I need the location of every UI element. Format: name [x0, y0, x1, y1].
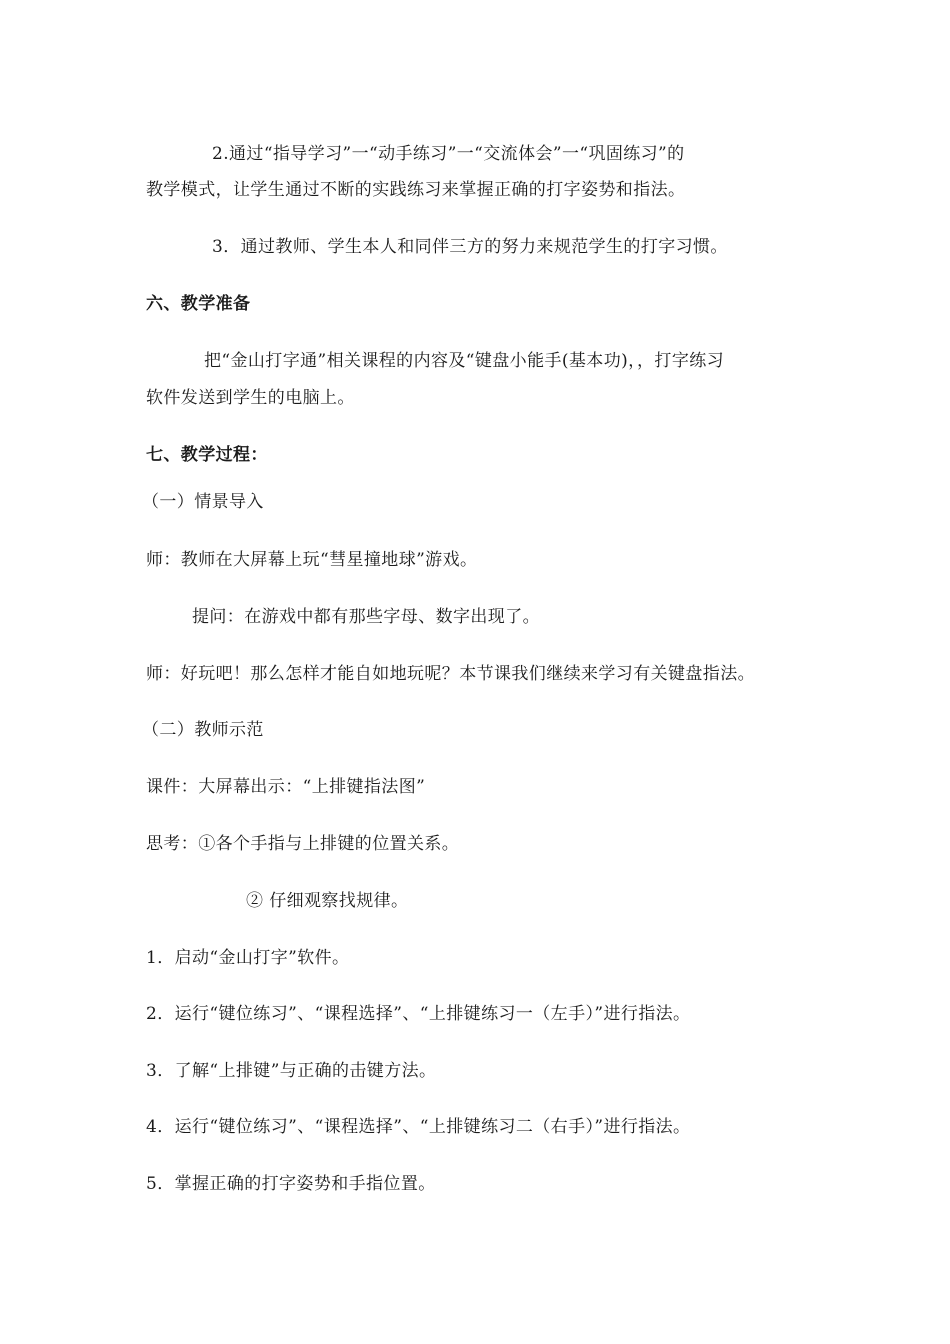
- subheading-teacher-demo: （二）教师示范: [142, 720, 264, 740]
- paragraph-preparation-line-1: 把“金山打字通”相关课程的内容及“键盘小能手(基本功)，，打字练习: [204, 351, 725, 371]
- teacher-line-game: 师：教师在大屏幕上玩“彗星撞地球”游戏。: [146, 550, 478, 570]
- section-heading-process: 七、教学过程：: [146, 445, 268, 465]
- question-line: 提问：在游戏中都有那些字母、数字出现了。: [192, 607, 540, 627]
- paragraph-preparation-line-2: 软件发送到学生的电脑上。: [146, 388, 355, 408]
- section-heading-preparation: 六、教学准备: [146, 294, 251, 314]
- step-5: 5．掌握正确的打字姿势和手指位置。: [146, 1174, 436, 1194]
- step-2: 2．运行“键位练习”、“课程选择”、“上排键练习一（左手）”进行指法。: [146, 1004, 691, 1024]
- subheading-scene-intro: （一）情景导入: [142, 492, 264, 512]
- paragraph-goal-2-line-2: 教学模式，让学生通过不断的实践练习来掌握正确的打字姿势和指法。: [146, 180, 686, 200]
- paragraph-goal-3: 3．通过教师、学生本人和同伴三方的努力来规范学生的打字习惯。: [212, 237, 728, 257]
- think-line-1: 思考：①各个手指与上排键的位置关系。: [146, 834, 460, 854]
- step-3: 3．了解“上排键”与正确的击键方法。: [146, 1061, 437, 1081]
- step-4: 4．运行“键位练习”、“课程选择”、“上排键练习二（右手）”进行指法。: [146, 1117, 691, 1137]
- teacher-line-fun: 师：好玩吧！那么怎样才能自如地玩呢？本节课我们继续来学习有关键盘指法。: [146, 664, 755, 684]
- step-1: 1．启动“金山打字”软件。: [146, 948, 350, 968]
- paragraph-goal-2-line-1: 2.通过“指导学习”一“动手练习”一“交流体会”一“巩固练习”的: [212, 144, 685, 164]
- courseware-line: 课件：大屏幕出示：“上排键指法图”: [146, 777, 426, 797]
- think-line-2: ② 仔细观察找规律。: [246, 891, 409, 911]
